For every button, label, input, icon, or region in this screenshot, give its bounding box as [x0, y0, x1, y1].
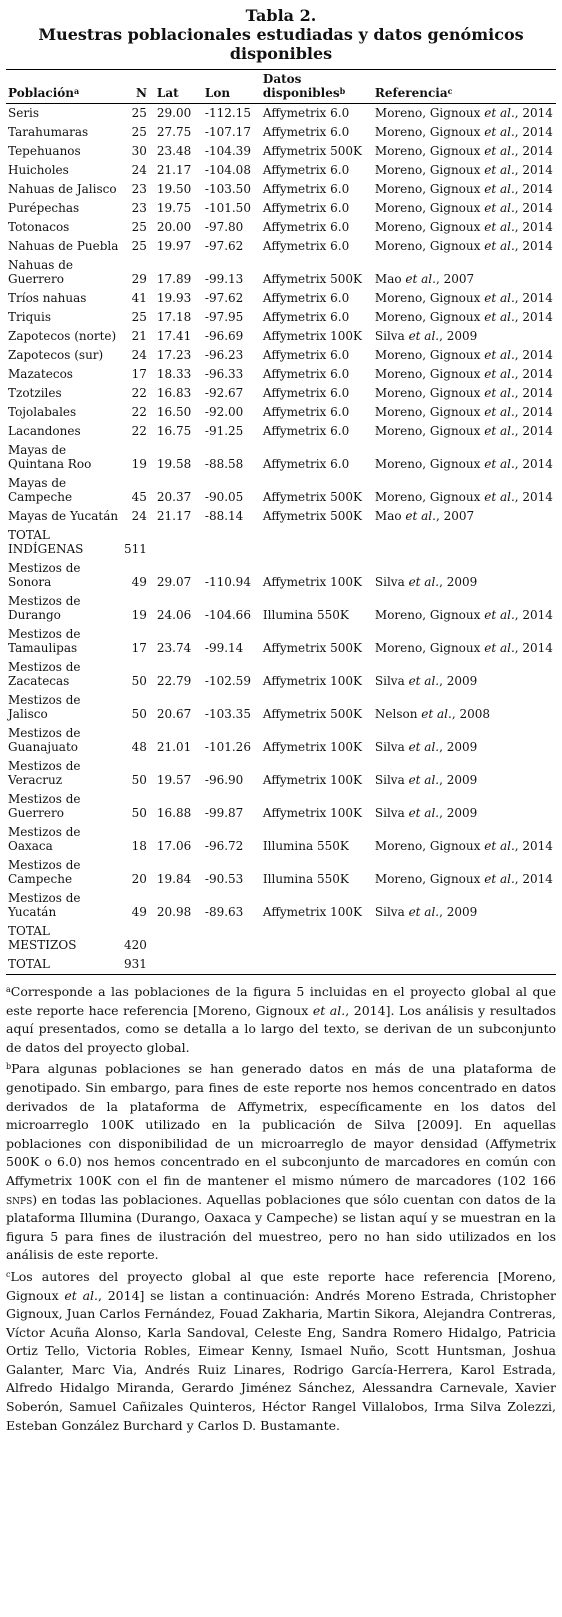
cell-poblacion: TOTAL INDÍGENAS [8, 528, 84, 556]
cell-poblacion: Seris [8, 106, 40, 120]
table-row [6, 346, 556, 365]
cell-lat: 18.33 [156, 367, 192, 381]
cell-datos: Affymetrix 6.0 [262, 386, 350, 400]
cell-poblacion: Purépechas [8, 201, 80, 215]
cell-poblacion: Tarahumaras [8, 125, 89, 139]
cell-n: 50 [131, 707, 147, 721]
cell-lat: 29.07 [156, 575, 192, 589]
cell-datos: Affymetrix 6.0 [262, 220, 350, 234]
cell-lat: 19.50 [156, 182, 192, 196]
footnote-mark-a: a [74, 86, 80, 96]
table-caption-line2: disponibles [229, 44, 333, 63]
cell-n: 24 [131, 163, 147, 177]
table-row [6, 592, 556, 625]
cell-datos: Affymetrix 100K [262, 329, 362, 343]
cell-n: 41 [131, 291, 147, 305]
footnote-c-text: Los autores del proyecto global al que este reporte hace referencia [Moreno, Gignoux et al., 2014] se listan a continuación: Andrés Moreno Estrada, Christopher Gignoux, Juan Carlos Fernández, Fouad Zakharia, Martin Sikora, Alejandra Contreras, Víctor Acuña Alonso, Karla Sandoval, Celeste Eng, Sandra Romero Hidalgo, Patricia Ortiz Tello, Victoria Robles, Eimear Kenny, Ismael Nuño, Scott Huntsman, Joshua Galanter, Marc Via, Andrés Ruiz Linares, Rodrigo García-Herrera, Karol Estrada, Alfredo Hidalgo Miranda, Gerardo Jiménez Sánchez, Alessandra Carnevale, Xavier Soberón, Samuel Cañizales Quinteros, Héctor Rangel Villalobos, Irma Silva Zolezzi, Esteban González Burchard y Carlos D. Bustamante. [6, 1268, 556, 1433]
cell-poblacion: Lacandones [8, 424, 81, 438]
table-number: Tabla 2. [245, 6, 317, 25]
cell-lat: 23.74 [156, 641, 192, 655]
cell-lat: 21.17 [156, 509, 192, 523]
cell-n: 17 [131, 641, 147, 655]
footnote-mark-c: c [447, 86, 453, 96]
cell-n: 50 [131, 674, 147, 688]
cell-poblacion: Mestizos de Tamaulipas [8, 627, 81, 655]
cell-referencia: Moreno, Gignoux et al., 2014 [374, 608, 553, 622]
cell-poblacion: Nahuas de Jalisco [8, 182, 117, 196]
cell-poblacion: Tepehuanos [8, 144, 81, 158]
cell-datos: Affymetrix 6.0 [262, 310, 350, 324]
cell-referencia: Moreno, Gignoux et al., 2014 [374, 641, 553, 655]
cell-lon: -97.80 [204, 220, 244, 234]
cell-poblacion: Mestizos de Guerrero [8, 792, 81, 820]
populations-table [6, 69, 556, 975]
cell-n: 25 [131, 239, 147, 253]
cell-lon: -103.50 [204, 182, 251, 196]
cell-referencia: Moreno, Gignoux et al., 2014 [374, 424, 553, 438]
cell-referencia: Moreno, Gignoux et al., 2014 [374, 291, 553, 305]
table-row [6, 507, 556, 526]
cell-n: 23 [131, 182, 147, 196]
cell-datos: Affymetrix 100K [262, 905, 362, 919]
table-row [6, 474, 556, 507]
cell-n: 25 [131, 106, 147, 120]
cell-n: 45 [131, 490, 147, 504]
cell-referencia: Moreno, Gignoux et al., 2014 [374, 310, 553, 324]
cell-referencia: Moreno, Gignoux et al., 2014 [374, 106, 553, 120]
cell-lat: 17.89 [156, 272, 192, 286]
table-row [6, 365, 556, 384]
table-row [6, 823, 556, 856]
cell-lon [203, 526, 261, 559]
cell-n: 48 [131, 740, 147, 754]
cell-n: 22 [131, 386, 147, 400]
table-row [6, 403, 556, 422]
cell-lon: -99.13 [204, 272, 244, 286]
cell-lon: -101.26 [204, 740, 251, 754]
cell-referencia: Moreno, Gignoux et al., 2014 [374, 182, 553, 196]
table-body [6, 104, 556, 975]
footnote-a-text: Corresponde a las poblaciones de la figura 5 incluidas en el proyecto global al que este reporte hace referencia [Moreno, Gignoux et al., 2014]. Los análisis y resultados aquí presentados, como se detalla a lo largo del texto, se derivan de un subconjunto de datos del proyecto global. [6, 984, 556, 1055]
table-row [6, 757, 556, 790]
cell-referencia: Moreno, Gignoux et al., 2014 [374, 201, 553, 215]
cell-n: 24 [131, 509, 147, 523]
cell-poblacion: Tríos nahuas [8, 291, 87, 305]
cell-lat: 19.57 [156, 773, 192, 787]
cell-datos: Affymetrix 100K [262, 575, 362, 589]
table-row [6, 308, 556, 327]
cell-n: 50 [131, 806, 147, 820]
cell-datos: Illumina 550K [262, 839, 349, 853]
cell-datos: Affymetrix 6.0 [262, 239, 350, 253]
cell-datos: Affymetrix 6.0 [262, 125, 350, 139]
cell-n: 25 [131, 310, 147, 324]
cell-poblacion: Tojolabales [8, 405, 77, 419]
cell-lat: 27.75 [156, 125, 192, 139]
cell-datos: Affymetrix 500K [262, 144, 362, 158]
cell-lat: 24.06 [156, 608, 192, 622]
cell-referencia [373, 526, 556, 559]
cell-lon: -99.14 [204, 641, 244, 655]
cell-datos [261, 922, 373, 955]
cell-referencia: Nelson et al., 2008 [374, 707, 490, 721]
cell-lat: 16.83 [156, 386, 192, 400]
cell-poblacion: Mestizos de Zacatecas [8, 660, 81, 688]
cell-lon [203, 922, 261, 955]
cell-n: 30 [131, 144, 147, 158]
table-row [6, 691, 556, 724]
cell-n: 24 [131, 348, 147, 362]
cell-lon: -92.67 [204, 386, 244, 400]
cell-referencia: Moreno, Gignoux et al., 2014 [374, 163, 553, 177]
cell-datos: Illumina 550K [262, 608, 349, 622]
cell-lon: -104.39 [204, 144, 251, 158]
table-row [6, 237, 556, 256]
cell-referencia: Silva et al., 2009 [374, 905, 478, 919]
cell-datos: Illumina 550K [262, 872, 349, 886]
cell-lon [203, 955, 261, 975]
cell-poblacion: Nahuas de Guerrero [8, 258, 74, 286]
cell-lat [149, 526, 203, 559]
cell-lat: 17.06 [156, 839, 192, 853]
cell-lat: 19.93 [156, 291, 192, 305]
cell-datos: Affymetrix 6.0 [262, 291, 350, 305]
cell-lon: -97.62 [204, 291, 244, 305]
cell-datos: Affymetrix 6.0 [262, 201, 350, 215]
cell-referencia: Moreno, Gignoux et al., 2014 [374, 457, 553, 471]
cell-datos: Affymetrix 6.0 [262, 367, 350, 381]
cell-lat: 20.00 [156, 220, 192, 234]
cell-n: 21 [131, 329, 147, 343]
cell-lon: -103.35 [204, 707, 251, 721]
cell-datos: Affymetrix 6.0 [262, 405, 350, 419]
table-row [6, 955, 556, 975]
cell-n: 50 [131, 773, 147, 787]
cell-referencia: Moreno, Gignoux et al., 2014 [374, 220, 553, 234]
table-row [6, 559, 556, 592]
cell-referencia [373, 955, 556, 975]
cell-lat [149, 922, 203, 955]
cell-datos: Affymetrix 6.0 [262, 348, 350, 362]
cell-poblacion: Mazatecos [8, 367, 73, 381]
cell-referencia: Moreno, Gignoux et al., 2014 [374, 490, 553, 504]
cell-datos: Affymetrix 500K [262, 490, 362, 504]
table-caption-line1: Muestras poblacionales estudiadas y datos genómicos [38, 25, 524, 44]
header-referencia [373, 70, 556, 104]
cell-lat: 29.00 [156, 106, 192, 120]
table-row [6, 422, 556, 441]
footnote-mark-b: b [339, 86, 346, 96]
cell-datos: Affymetrix 500K [262, 509, 362, 523]
cell-referencia: Mao et al., 2007 [374, 509, 475, 523]
cell-poblacion: Mayas de Campeche [8, 476, 73, 504]
cell-n: 49 [131, 575, 147, 589]
cell-datos [261, 955, 373, 975]
cell-n: 19 [131, 457, 147, 471]
cell-datos: Affymetrix 500K [262, 272, 362, 286]
table-row [6, 724, 556, 757]
cell-poblacion: Triquis [8, 310, 51, 324]
table-row [6, 526, 556, 559]
cell-datos: Affymetrix 6.0 [262, 182, 350, 196]
cell-lon: -112.15 [204, 106, 251, 120]
cell-lon: -101.50 [204, 201, 251, 215]
cell-lat: 16.88 [156, 806, 192, 820]
cell-datos: Affymetrix 100K [262, 674, 362, 688]
cell-lat: 21.17 [156, 163, 192, 177]
cell-poblacion: Tzotziles [8, 386, 62, 400]
cell-lat: 16.50 [156, 405, 192, 419]
footnote-c-mark: c [6, 1269, 11, 1279]
footnotes [6, 983, 556, 1435]
cell-n: 22 [131, 424, 147, 438]
table-row [6, 441, 556, 474]
cell-referencia: Moreno, Gignoux et al., 2014 [374, 144, 553, 158]
cell-lat: 20.37 [156, 490, 192, 504]
cell-n: 20 [131, 872, 147, 886]
header-n: N [122, 70, 149, 104]
cell-datos: Affymetrix 6.0 [262, 163, 350, 177]
cell-poblacion: TOTAL [6, 955, 122, 975]
cell-referencia: Silva et al., 2009 [374, 806, 478, 820]
cell-poblacion: TOTAL MESTIZOS [8, 924, 77, 952]
cell-lat: 23.48 [156, 144, 192, 158]
cell-n: 29 [131, 272, 147, 286]
cell-poblacion: Mestizos de Durango [8, 594, 81, 622]
cell-referencia: Moreno, Gignoux et al., 2014 [374, 125, 553, 139]
cell-lon: -96.69 [204, 329, 244, 343]
cell-poblacion: Mestizos de Oaxaca [8, 825, 81, 853]
cell-n: 931 [122, 955, 149, 975]
cell-datos: Affymetrix 100K [262, 740, 362, 754]
cell-lon: -110.94 [204, 575, 251, 589]
cell-poblacion: Mayas de Quintana Roo [8, 443, 92, 471]
cell-lat: 19.84 [156, 872, 192, 886]
cell-referencia: Silva et al., 2009 [374, 740, 478, 754]
cell-referencia: Moreno, Gignoux et al., 2014 [374, 348, 553, 362]
cell-poblacion: Totonacos [8, 220, 70, 234]
header-poblacion-label: Población [8, 86, 75, 100]
cell-lon: -102.59 [204, 674, 251, 688]
table-row [6, 289, 556, 308]
cell-referencia: Moreno, Gignoux et al., 2014 [374, 386, 553, 400]
cell-poblacion: Mestizos de Campeche [8, 858, 81, 886]
footnote-a-mark: a [6, 985, 11, 994]
table-row [6, 199, 556, 218]
cell-lat: 16.75 [156, 424, 192, 438]
header-datos [261, 70, 373, 104]
table-row [6, 327, 556, 346]
cell-lat: 19.97 [156, 239, 192, 253]
cell-n: 22 [131, 405, 147, 419]
table-row [6, 856, 556, 889]
cell-poblacion: Zapotecos (sur) [8, 348, 104, 362]
cell-referencia: Moreno, Gignoux et al., 2014 [374, 239, 553, 253]
cell-lat: 21.01 [156, 740, 192, 754]
cell-poblacion: Mestizos de Veracruz [8, 759, 81, 787]
cell-lon: -89.63 [204, 905, 244, 919]
cell-n: 19 [131, 608, 147, 622]
footnote-b-mark: b [6, 1062, 12, 1072]
footnote-a [6, 983, 556, 1057]
cell-lat: 20.98 [156, 905, 192, 919]
table-row [6, 180, 556, 199]
table-row [6, 123, 556, 142]
cell-lat: 17.18 [156, 310, 192, 324]
cell-lon: -107.17 [204, 125, 251, 139]
cell-datos: Affymetrix 6.0 [262, 457, 350, 471]
cell-lon: -99.87 [204, 806, 244, 820]
cell-datos [261, 526, 373, 559]
cell-referencia: Moreno, Gignoux et al., 2014 [374, 405, 553, 419]
cell-lon: -97.95 [204, 310, 244, 324]
cell-referencia: Moreno, Gignoux et al., 2014 [374, 839, 553, 853]
cell-referencia [373, 922, 556, 955]
cell-datos: Affymetrix 6.0 [262, 424, 350, 438]
cell-n: 17 [131, 367, 147, 381]
header-datos-label: Datos disponibles [262, 72, 340, 100]
cell-datos: Affymetrix 500K [262, 707, 362, 721]
cell-lat [149, 955, 203, 975]
header-lon: Lon [203, 70, 261, 104]
cell-poblacion: Huicholes [8, 163, 69, 177]
cell-poblacion: Mestizos de Guanajuato [8, 726, 81, 754]
table-row [6, 658, 556, 691]
table-row [6, 104, 556, 124]
cell-lon: -90.05 [204, 490, 244, 504]
cell-n: 18 [131, 839, 147, 853]
cell-datos: Affymetrix 500K [262, 641, 362, 655]
cell-lon: -92.00 [204, 405, 244, 419]
footnote-b-text: Para algunas poblaciones se han generado datos en más de una plataforma de genotipado. Sin embargo, para fines de este reporte nos hemos concentrado en datos derivados de la plataforma de Affymetrix, específicamente en los datos del microarreglo 100K utilizado en la publicación de Silva [2009]. En aquellas poblaciones con disponibilidad de un microarreglo de mayor densidad (Affymetrix 500K o 6.0) nos hemos concentrado en el subconjunto de marcadores en común con Affymetrix 100K con el fin de mantener el mismo número de marcadores (102 166 snps) en todas las poblaciones. Aquellas poblaciones que sólo cuentan con datos de la plataforma Illumina (Durango, Oaxaca y Campeche) se listan aquí y se muestran en la figura 5 para fines de ilustración del muestreo, pero no han sido utilizados en los análisis de este reporte. [6, 1061, 556, 1263]
cell-lon: -91.25 [204, 424, 244, 438]
table-row [6, 256, 556, 289]
cell-lon: -96.23 [204, 348, 244, 362]
cell-n: 420 [124, 938, 147, 952]
cell-referencia: Silva et al., 2009 [374, 773, 478, 787]
cell-lon: -96.72 [204, 839, 244, 853]
cell-datos: Affymetrix 100K [262, 806, 362, 820]
cell-poblacion: Mayas de Yucatán [8, 509, 119, 523]
footnote-c [6, 1268, 556, 1435]
cell-poblacion: Mestizos de Jalisco [8, 693, 81, 721]
cell-datos: Affymetrix 100K [262, 773, 362, 787]
table-row [6, 922, 556, 955]
cell-poblacion: Mestizos de Sonora [8, 561, 81, 589]
cell-lat: 19.75 [156, 201, 192, 215]
cell-lon: -88.14 [204, 509, 244, 523]
table-row [6, 889, 556, 922]
table-title [6, 6, 556, 63]
cell-referencia: Silva et al., 2009 [374, 329, 478, 343]
cell-lon: -104.66 [204, 608, 251, 622]
cell-datos: Affymetrix 6.0 [262, 106, 350, 120]
cell-lat: 20.67 [156, 707, 192, 721]
cell-poblacion: Mestizos de Yucatán [8, 891, 81, 919]
cell-lat: 22.79 [156, 674, 192, 688]
cell-poblacion: Zapotecos (norte) [8, 329, 117, 343]
cell-lon: -96.90 [204, 773, 244, 787]
table-row [6, 218, 556, 237]
cell-n: 25 [131, 125, 147, 139]
footnote-b [6, 1060, 556, 1265]
header-referencia-label: Referencia [374, 86, 448, 100]
cell-poblacion: Nahuas de Puebla [8, 239, 119, 253]
cell-n: 23 [131, 201, 147, 215]
header-poblacion [6, 70, 122, 104]
cell-n: 25 [131, 220, 147, 234]
cell-referencia: Silva et al., 2009 [374, 674, 478, 688]
table-row [6, 384, 556, 403]
table-row [6, 790, 556, 823]
cell-referencia: Moreno, Gignoux et al., 2014 [374, 872, 553, 886]
cell-lon: -90.53 [204, 872, 244, 886]
table-header-row [6, 70, 556, 104]
cell-referencia: Mao et al., 2007 [374, 272, 475, 286]
cell-lat: 17.41 [156, 329, 192, 343]
cell-lat: 19.58 [156, 457, 192, 471]
table-row [6, 625, 556, 658]
header-lat: Lat [149, 70, 203, 104]
cell-lon: -96.33 [204, 367, 244, 381]
cell-n: 49 [131, 905, 147, 919]
cell-lat: 17.23 [156, 348, 192, 362]
cell-lon: -88.58 [204, 457, 244, 471]
table-row [6, 142, 556, 161]
cell-referencia: Silva et al., 2009 [374, 575, 478, 589]
cell-n: 511 [124, 542, 147, 556]
cell-referencia: Moreno, Gignoux et al., 2014 [374, 367, 553, 381]
cell-lon: -104.08 [204, 163, 251, 177]
cell-lon: -97.62 [204, 239, 244, 253]
table-row [6, 161, 556, 180]
